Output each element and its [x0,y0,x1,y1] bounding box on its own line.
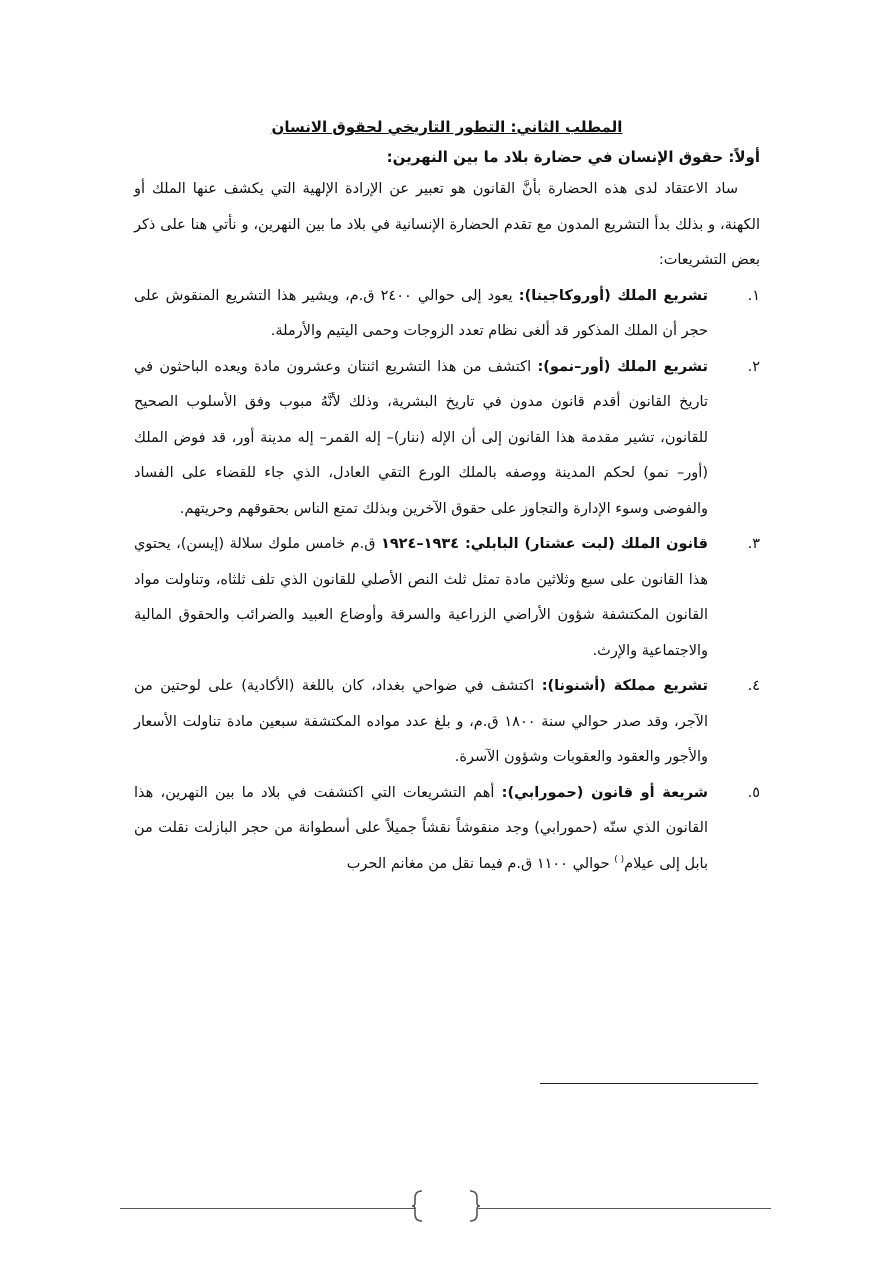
list-item [134,776,760,883]
list-item-number: ٣. [747,536,760,552]
list-item-title: تشريع الملك (أوروكاجينا): [518,287,709,304]
list-item-title: تشريع الملك (أور–نمو): [537,358,708,375]
section-heading: أولاً: حقوق الإنسان في حضارة بلاد ما بين النهرين: [386,148,760,166]
list-item-text: يعود إلى حوالي ٢٤٠٠ ق.م، ويشير هذا التشريع المنقوش على حجر أن الملك المذكور قد ألغى نظام تعدد الزوجات وحمى اليتيم والأرملة. [134,287,708,339]
footer-rule-left [120,1208,416,1209]
list-item [134,527,760,669]
list-item-text: اكتشف في ضواحي بغداد، كان باللغة (الأكادية) على لوحتين من الآجر، وقد صدر حوالي سنة ١٨٠٠ ق.م، و بلغ عدد مواده المكتشفة سبعين مادة تناولت الأسعار والأجور والعقود والعقوبات وشؤون الآسرة. [134,678,708,765]
footer-rule-right [478,1208,771,1209]
list-item-number: ٤. [747,678,760,694]
list-item-title: تشريع مملكة (أشنونا): [541,678,708,694]
list-item-number: ٢. [747,358,760,375]
list-item-text: ق.م خامس ملوك سلالة (إيسن)، يحتوي هذا القانون على سبع وثلاثين مادة تمثل ثلث النص الأصلي للقانون الذي تلف ثلثاه، وتناولت مواد القانون المكتشفة شؤون الأراضي الزراعية والسرقة وأوضاع العبيد والضرائب والحقوق المالية والاجتماعية والإرث. [134,536,708,659]
list-item [134,279,760,350]
list-item-title: شريعة أو قانون (حمورابي): [501,784,708,801]
list-item [134,350,760,528]
footnote-separator [540,1083,758,1084]
intro-paragraph: ساد الاعتقاد لدى هذه الحضارة بأنَّ القانون هو تعبير عن الإرادة الإلهية التي يكشف عنها الملك أو الكهنة، و بذلك بدأ التشريع المدون مع تقدم الحضارة الإنسانية في بلاد ما بين النهرين، و نأتي هنا على ذكر بعض التشريعات: [134,181,760,268]
legislation-list [134,279,760,883]
page-title: المطلب الثاني: التطور التاريخي لحقوق الانسان [271,118,623,136]
list-item-text-continued: حوالي ١١٠٠ ق.م فيما نقل من مغانم الحرب [346,855,615,872]
list-item-number: ١. [747,287,760,304]
list-item [134,669,760,776]
footnote-marker[interactable]: ( ) [614,854,625,865]
list-item-text: اكتشف من هذا التشريع اثنتان وعشرون مادة ويعده الباحثون في تاريخ القانون أقدم قانون مدون في تاريخ البشرية، وذلك لأنَّهُ مبوب وفق الأسلوب الصحيح للقانون، تشير مقدمة هذا القانون إلى أن الإله (ننار)– إله القمر– إله مدينة أور، قد فوض الملك (أور– نمو) لحكم المدينة ووصفه بالملك الورع التقي العادل، الذي جاء للقضاء على الفساد والفوضى وسوء الإدارة والتجاوز على حقوق الآخرين وبذلك تمتع الناس بحقوقهم وحريتهم. [134,358,708,517]
footer-bracket-right-icon [468,1190,480,1222]
document-page [134,112,760,882]
list-item-text: أهم التشريعات التي اكتشفت في بلاد ما بين النهرين، هذا القانون الذي سنّه (حمورابي) وجد منقوشاً نقشاً جميلاً على أسطوانة من حجر البازلت نقلت من بابل إلى عيلام [134,784,708,872]
footer-bracket-left-icon [412,1190,424,1222]
list-item-title: قانون الملك (لبت عشتار) البابلي: ١٩٣٤–١٩٢٤ [380,536,708,552]
list-item-number: ٥. [747,784,760,801]
